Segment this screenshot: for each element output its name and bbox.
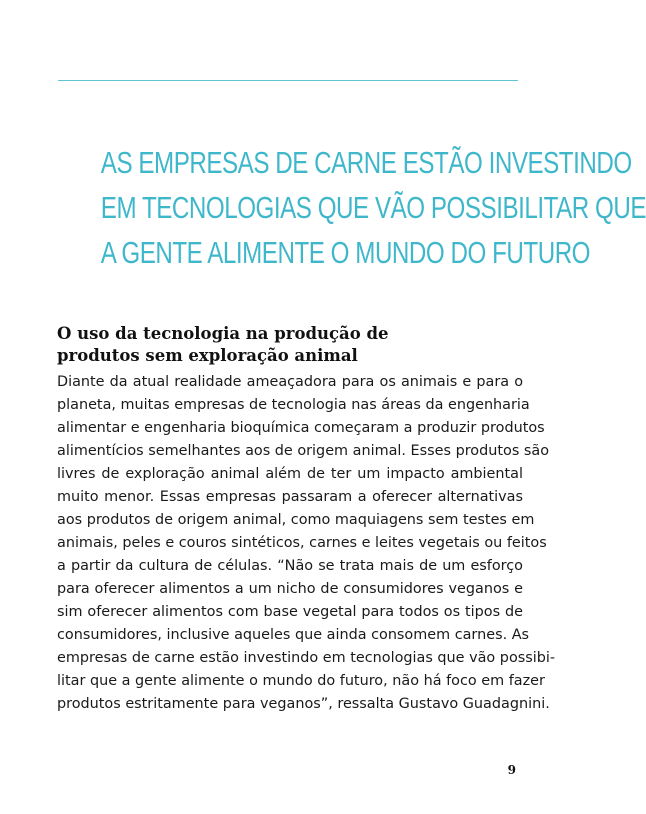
section-heading-line: produtos sem exploração animal: [57, 346, 358, 365]
body-line: produtos estritamente para veganos”, ressalta Gustavo Guadagnini.: [57, 696, 550, 712]
body-line: livres de exploração animal além de ter um impacto ambiental: [57, 466, 523, 482]
body-line: litar que a gente alimente o mundo do futuro, não há foco em fazer: [57, 673, 545, 689]
pull-quote-line: EM TECNOLOGIAS QUE VÃO POSSIBILITAR QUE: [100, 190, 646, 225]
body-line: empresas de carne estão investindo em tecnologias que vão possibi-: [57, 650, 556, 666]
section-heading-line: O uso da tecnologia na produção de: [57, 324, 389, 343]
body-paragraph: [57, 371, 556, 716]
body-line: muito menor. Essas empresas passaram a oferecer alternativas: [57, 489, 523, 505]
pull-quote: [100, 140, 646, 275]
body-line: animais, peles e couros sintéticos, carnes e leites vegetais ou feitos: [57, 535, 547, 551]
body-line: Diante da atual realidade ameaçadora para os animais e para o: [57, 374, 523, 390]
body-line: a partir da cultura de células. “Não se trata mais de um esforço: [57, 558, 523, 574]
pull-quote-line: A GENTE ALIMENTE O MUNDO DO FUTURO: [100, 235, 591, 270]
section-heading: [57, 323, 527, 367]
top-divider-rule: [58, 80, 518, 81]
page-number: 9: [507, 763, 516, 777]
body-line: planeta, muitas empresas de tecnologia nas áreas da engenharia: [57, 397, 530, 413]
body-line: alimentar e engenharia bioquímica começaram a produzir produtos: [57, 420, 545, 436]
body-line: alimentícios semelhantes aos de origem animal. Esses produtos são: [57, 443, 550, 459]
pull-quote-line: AS EMPRESAS DE CARNE ESTÃO INVESTINDO: [100, 145, 632, 180]
body-line: consumidores, inclusive aqueles que ainda consomem carnes. As: [57, 627, 530, 643]
body-line: sim oferecer alimentos com base vegetal para todos os tipos de: [57, 604, 523, 620]
body-line: para oferecer alimentos a um nicho de consumidores veganos e: [57, 581, 523, 597]
body-line: aos produtos de origem animal, como maquiagens sem testes em: [57, 512, 535, 528]
